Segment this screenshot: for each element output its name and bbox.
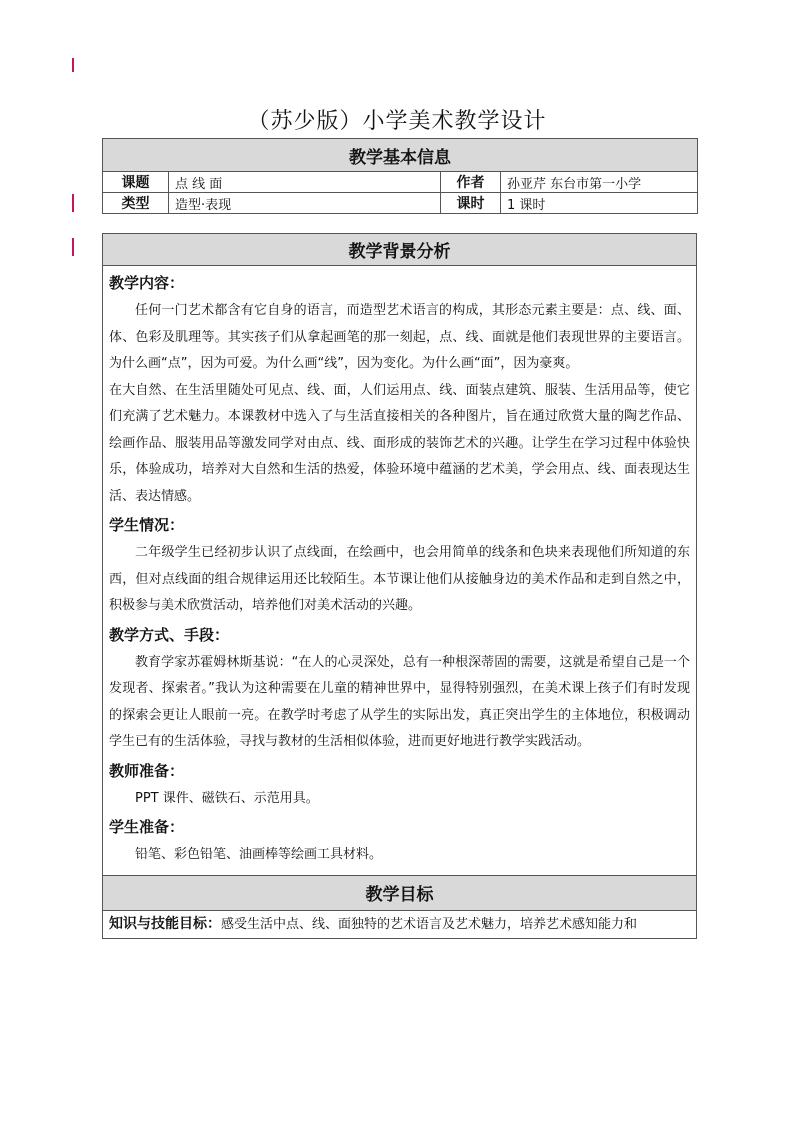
teaching-content-paragraph-1: 任何一门艺术都含有它自身的语言，而造型艺术语言的构成，其形态元素主要是：点、线、面、体、色彩及肌理等。其实孩子们从拿起画笔的那一刻起，点、线、面就是他们表现世界的主要语言。为什么画“点”，因为可爱。为什么画“线”，因为变化。为什么画“面”，因为豪爽。 bbox=[109, 303, 690, 371]
teaching-methods-paragraph: 教育学家苏霍姆林斯基说：“在人的心灵深处，总有一种根深蒂固的需要，这就是希望自己是一个发现者、探索者。”我认为这种需要在儿童的精神世界中，显得特别强烈，在美术课上孩子们有时发现的探索会更让人眼前一亮。在教学时考虑了从学生的实际出发，真正突出学生的主体地位，积极调动学生已有的生活体验，寻找与教材的生活相似体验，进而更好地进行教学实践活动。 bbox=[109, 654, 690, 749]
margin-mark-lower bbox=[72, 238, 74, 256]
background-analysis-table bbox=[102, 233, 697, 939]
background-header: 教学背景分析 bbox=[103, 234, 697, 266]
author-label: 作者 bbox=[441, 172, 501, 193]
type-value: 造型·表现 bbox=[169, 193, 441, 214]
margin-mark-top bbox=[72, 58, 74, 72]
teaching-methods-heading: 教学方式、手段： bbox=[109, 625, 230, 644]
student-preparation-heading: 学生准备： bbox=[109, 818, 185, 836]
page-title: （苏少版）小学美术教学设计 bbox=[247, 109, 547, 134]
teaching-content-heading: 教学内容： bbox=[109, 274, 185, 292]
background-content bbox=[103, 266, 697, 876]
knowledge-skill-text: 感受生活中点、线、面独特的艺术语言及艺术魅力，培养艺术感知能力和 bbox=[221, 916, 638, 932]
knowledge-skill-objective bbox=[103, 910, 697, 938]
margin-mark-middle bbox=[72, 194, 74, 212]
topic-value: 点 线 面 bbox=[169, 172, 441, 193]
basic-info-table bbox=[102, 138, 698, 214]
type-label: 类型 bbox=[103, 193, 169, 214]
objectives-header: 教学目标 bbox=[103, 875, 697, 910]
teacher-preparation-paragraph: PPT 课件、磁铁石、示范用具。 bbox=[135, 790, 319, 806]
lesson-hours-label: 课时 bbox=[441, 193, 501, 214]
student-preparation-paragraph: 铅笔、彩色铅笔、油画棒等绘画工具材料。 bbox=[135, 847, 383, 862]
teacher-preparation-heading: 教师准备： bbox=[109, 761, 185, 780]
lesson-hours-value: 1 课时 bbox=[501, 193, 698, 214]
basic-info-header: 教学基本信息 bbox=[103, 139, 698, 172]
student-situation-paragraph: 二年级学生已经初步认识了点线面，在绘画中，也会用简单的线条和色块来表现他们所知道的东西，但对点线面的组合规律运用还比较陌生。本节课让他们从接触身边的美术作品和走到自然之中，积极参与美术欣赏活动，培养他们对美术活动的兴趣。 bbox=[109, 545, 690, 613]
knowledge-skill-label: 知识与技能目标： bbox=[109, 915, 221, 932]
topic-label: 课题 bbox=[103, 172, 169, 193]
student-situation-heading: 学生情况： bbox=[109, 516, 185, 534]
author-value: 孙亚芹 东台市第一小学 bbox=[501, 172, 698, 193]
teaching-content-paragraph-2: 在大自然、在生活里随处可见点、线、面，人们运用点、线、面装点建筑、服装、生活用品等，使它们充满了艺术魅力。本课教材中选入了与生活直接相关的各种图片，旨在通过欣赏大量的陶艺作品、绘画作品、服装用品等激发同学对由点、线、面形成的装饰艺术的兴趣。让学生在学习过程中体验快乐，体验成功，培养对大自然和生活的热爱，体验环境中蕴涵的艺术美，学会用点、线、面表现达生活、表达情感。 bbox=[109, 382, 690, 504]
